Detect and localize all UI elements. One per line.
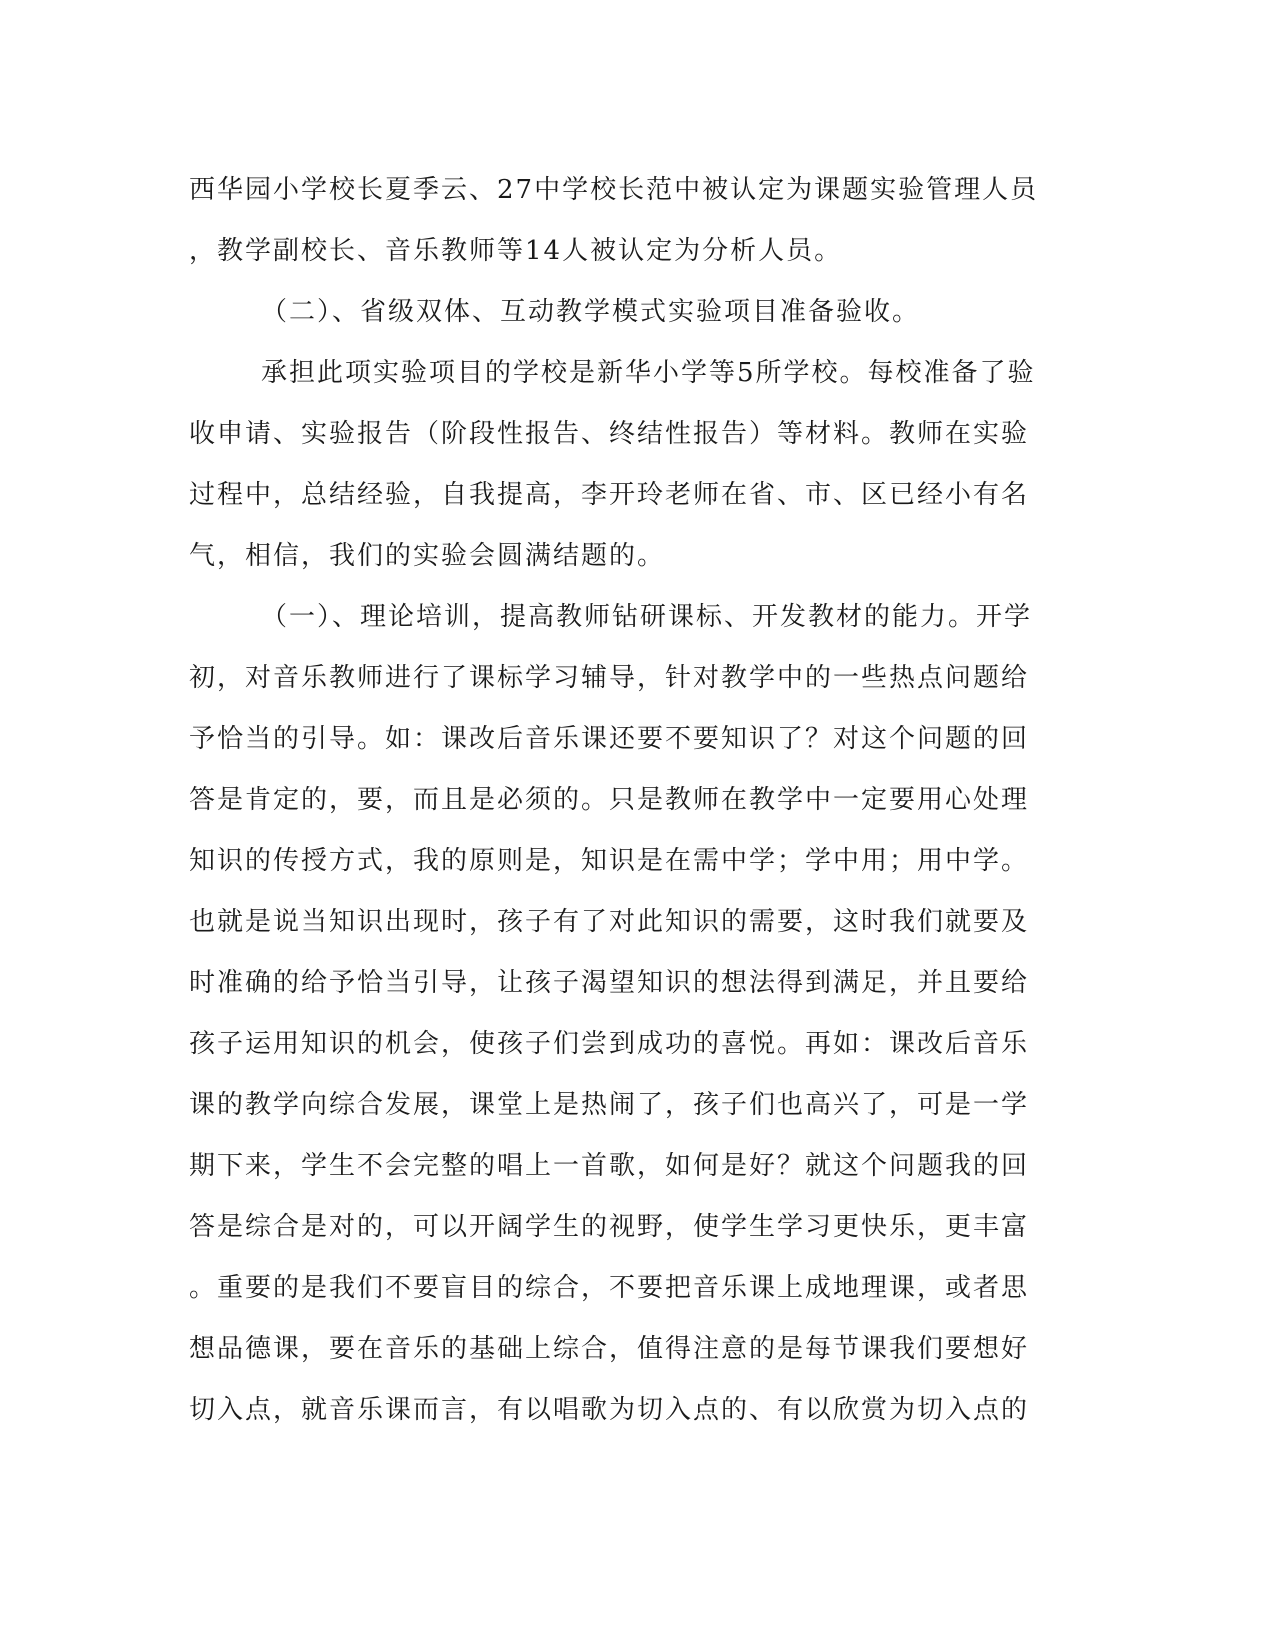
text-line: 知识的传授方式，我的原则是，知识是在需中学；学中用；用中学。 <box>189 846 1030 876</box>
text-line: 课的教学向综合发展，课堂上是热闹了，孩子们也高兴了，可是一学 <box>189 1090 1030 1120</box>
text-line: 西华园小学校长夏季云、27中学校长范中被认定为课题实验管理人员 <box>189 175 1039 205</box>
text-line: 想品德课，要在音乐的基础上综合，值得注意的是每节课我们要想好 <box>189 1334 1030 1364</box>
text-line: 予恰当的引导。如：课改后音乐课还要不要知识了？对这个问题的回 <box>189 724 1030 754</box>
paragraph-start: 承担此项实验项目的学校是新华小学等5所学校。每校准备了验 <box>261 358 1036 388</box>
text-line: 也就是说当知识出现时，孩子有了对此知识的需要，这时我们就要及 <box>189 907 1030 937</box>
text-line: 时准确的给予恰当引导，让孩子渴望知识的想法得到满足，并且要给 <box>189 968 1030 998</box>
text-line: 气，相信，我们的实验会圆满结题的。 <box>189 541 666 571</box>
document-body <box>189 160 1069 1441</box>
text-line: 过程中，总结经验，自我提高，李开玲老师在省、市、区已经小有名 <box>189 480 1030 510</box>
text-line: 孩子运用知识的机会，使孩子们尝到成功的喜悦。再如：课改后音乐 <box>189 1029 1030 1059</box>
text-line: 。重要的是我们不要盲目的综合，不要把音乐课上成地理课，或者思 <box>189 1273 1030 1303</box>
section-heading: （二）、省级双体、互动教学模式实验项目准备验收。 <box>261 297 921 327</box>
text-line: ，教学副校长、音乐教师等14人被认定为分析人员。 <box>189 236 843 266</box>
text-line: 切入点，就音乐课而言，有以唱歌为切入点的、有以欣赏为切入点的 <box>189 1395 1030 1425</box>
text-line: 初，对音乐教师进行了课标学习辅导，针对教学中的一些热点问题给 <box>189 663 1030 693</box>
text-line: 答是综合是对的，可以开阔学生的视野，使学生学习更快乐，更丰富 <box>189 1212 1030 1242</box>
section-heading: （一）、理论培训，提高教师钻研课标、开发教材的能力。开学 <box>261 602 1033 632</box>
text-line: 收申请、实验报告（阶段性报告、终结性报告）等材料。教师在实验 <box>189 419 1030 449</box>
text-line: 答是肯定的，要，而且是必须的。只是教师在教学中一定要用心处理 <box>189 785 1030 815</box>
text-line: 期下来，学生不会完整的唱上一首歌，如何是好？就这个问题我的回 <box>189 1151 1030 1181</box>
